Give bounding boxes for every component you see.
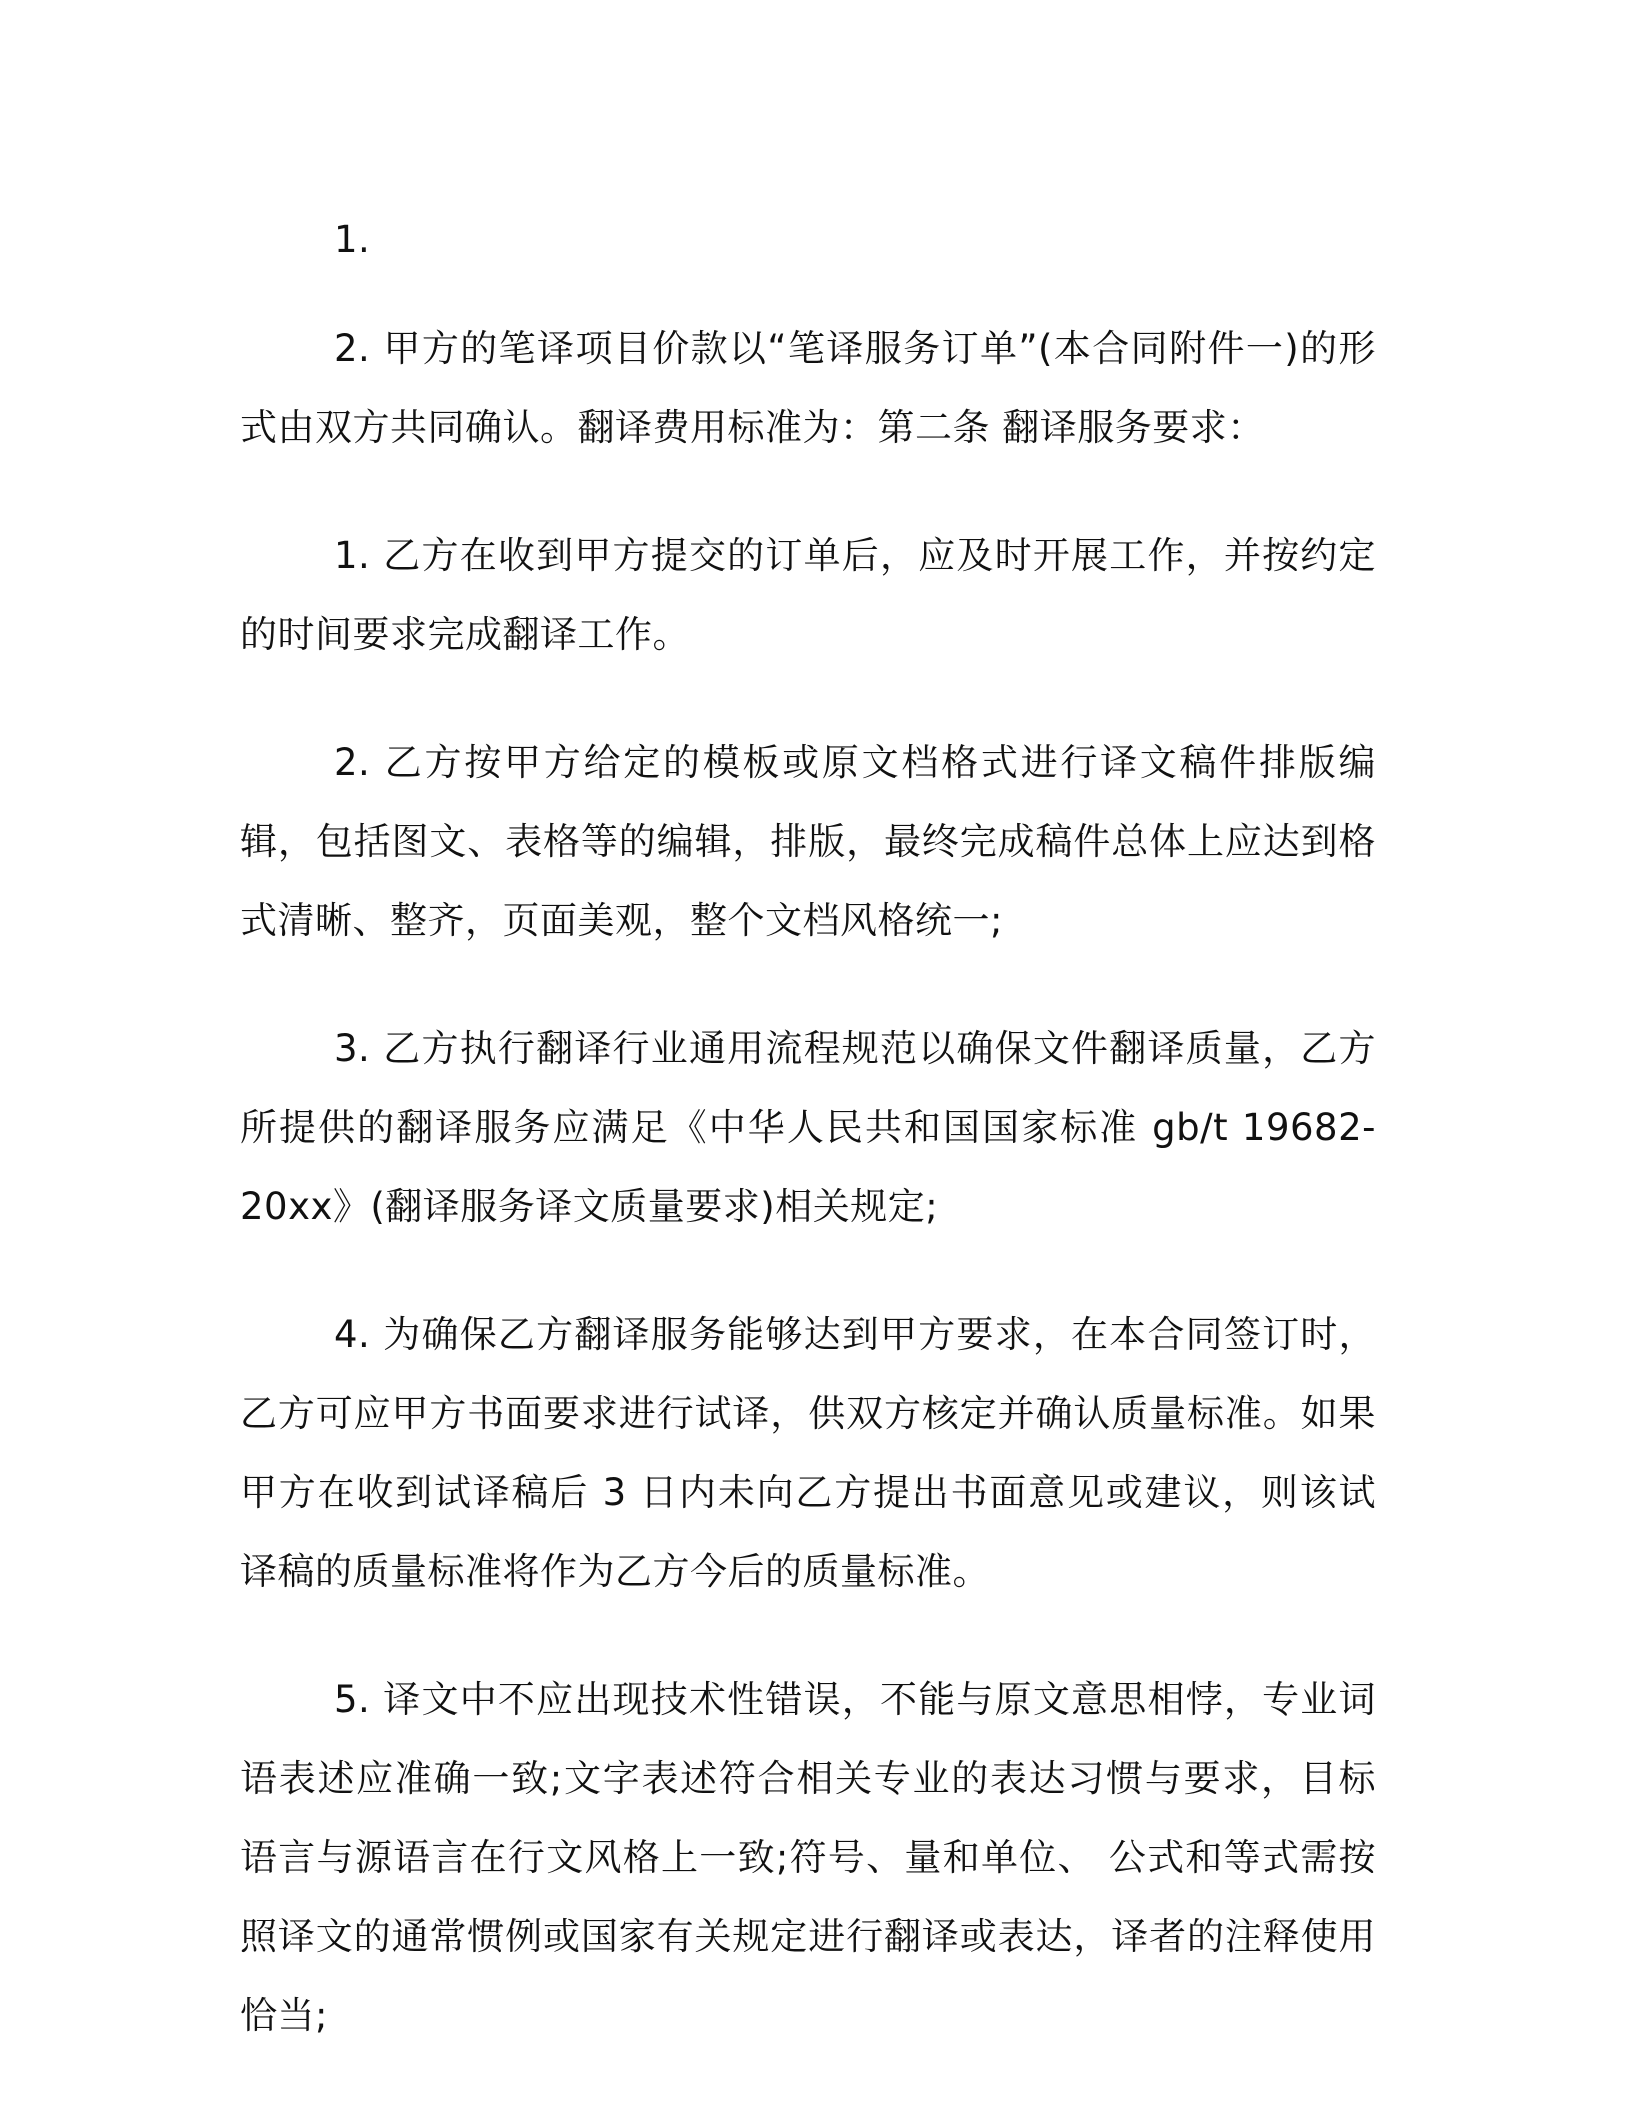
paragraph-3: 1. 乙方在收到甲方提交的订单后，应及时开展工作，并按约定的时间要求完成翻译工作。 xyxy=(240,534,1376,656)
paragraph-5: 3. 乙方执行翻译行业通用流程规范以确保文件翻译质量，乙方所提供的翻译服务应满足《中华人民共和国国家标准 gb/t 19682-20xx》(翻译服务译文质量要求)相关规定; xyxy=(240,1027,1376,1228)
paragraph-1: 1. xyxy=(334,218,371,261)
paragraph-2: 2. 甲方的笔译项目价款以“笔译服务订单”(本合同附件一)的形式由双方共同确认。翻译费用标准为：第二条 翻译服务要求： xyxy=(240,327,1376,449)
paragraph-6: 4. 为确保乙方翻译服务能够达到甲方要求，在本合同签订时，乙方可应甲方书面要求进行试译，供双方核定并确认质量标准。如果甲方在收到试译稿后 3 日内未向乙方提出书面意见或建议，则该试译稿的质量标准将作为乙方今后的质量标准。 xyxy=(240,1313,1376,1593)
paragraph-4: 2. 乙方按甲方给定的模板或原文档格式进行译文稿件排版编辑，包括图文、表格等的编辑，排版，最终完成稿件总体上应达到格式清晰、整齐，页面美观，整个文档风格统一; xyxy=(240,741,1376,942)
document-page xyxy=(240,200,1376,2104)
paragraph-7: 5. 译文中不应出现技术性错误，不能与原文意思相悖，专业词语表述应准确一致;文字表述符合相关专业的表达习惯与要求，目标语言与源语言在行文风格上一致;符号、量和单位、 公式和等式需按照译文的通常惯例或国家有关规定进行翻译或表达，译者的注释使用恰当; xyxy=(240,1678,1376,2037)
